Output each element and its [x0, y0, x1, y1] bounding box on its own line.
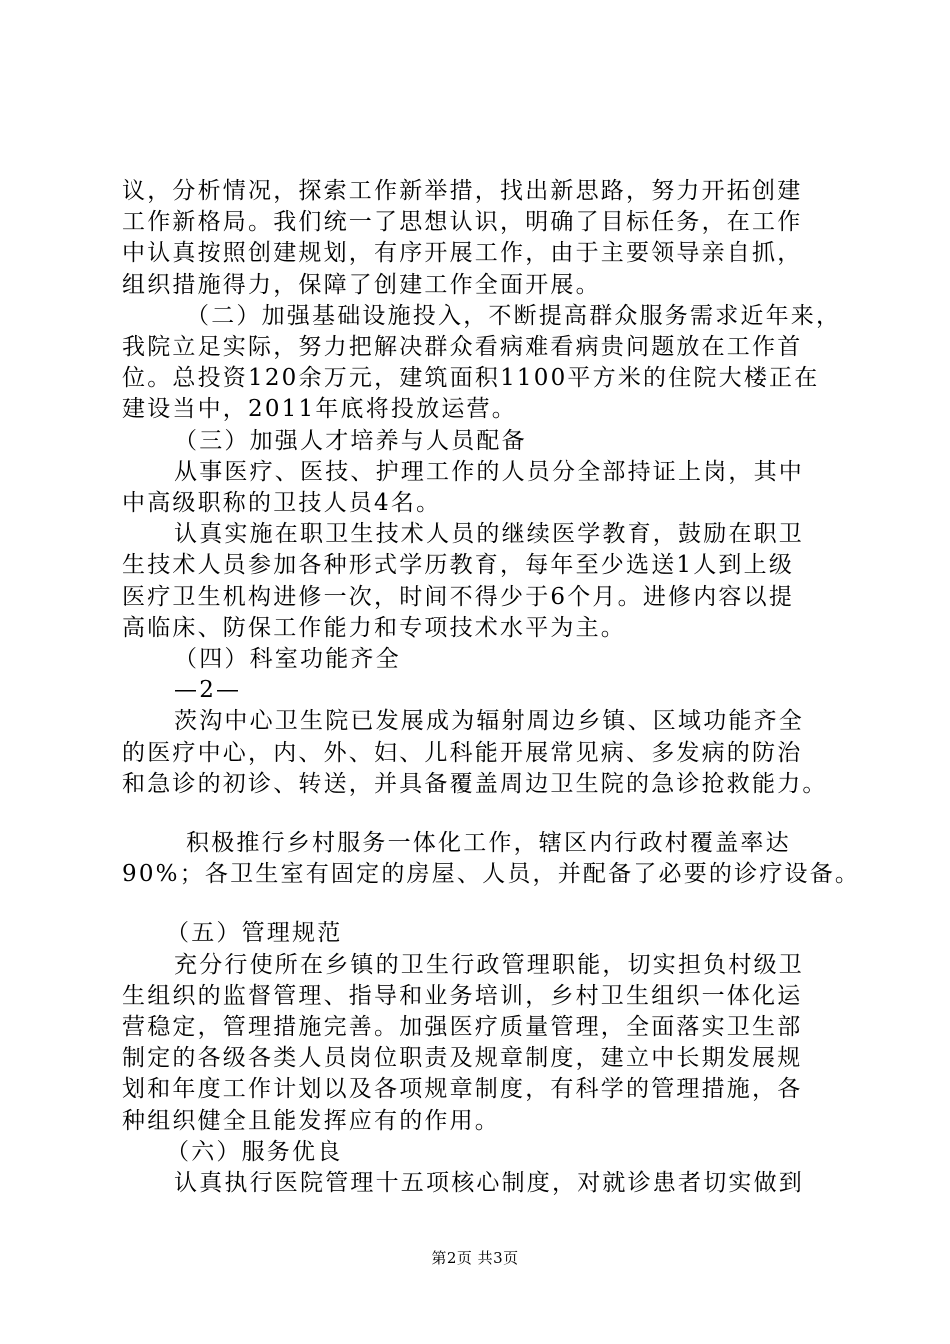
section-heading-6: （六）服务优良: [166, 1138, 343, 1165]
page-footer: 第2页 共3页: [431, 1249, 519, 1267]
text-line: 建设当中，2011年底将投放运营。: [122, 396, 517, 423]
section-heading-5: （五）管理规范: [166, 920, 343, 947]
text-line: 认真实施在职卫生技术人员的继续医学教育，鼓励在职卫: [174, 521, 804, 548]
text-line: 生组织的监督管理、指导和业务培训，乡村卫生组织一体化运: [122, 982, 803, 1009]
text-line: 中高级职称的卫技人员4名。: [122, 490, 442, 516]
text-line: 认真执行医院管理十五项核心制度，对就诊患者切实做到: [174, 1170, 804, 1196]
text-line: 组织措施得力，保障了创建工作全面开展。: [122, 271, 601, 298]
section-heading-2: （二）加强基础设施投入，不断提高群众服务需求近年来，: [186, 302, 842, 329]
text-line: 我院立足实际，努力把解决群众看病难看病贵问题放在工作首: [122, 334, 803, 360]
section-heading-3: （三）加强人才培养与人员配备: [174, 427, 527, 454]
text-line: 充分行使所在乡镇的卫生行政管理职能，切实担负村级卫: [174, 951, 804, 978]
text-line: 议，分析情况，探索工作新举措，找出新思路，努力开拓创建: [122, 178, 803, 204]
text-line: 茨沟中心卫生院已发展成为辐射周边乡镇、区域功能齐全: [174, 708, 804, 735]
text-line: 积极推行乡村服务一体化工作，辖区内行政村覆盖率达: [186, 830, 791, 856]
text-line: 种组织健全且能发挥应有的作用。: [122, 1107, 500, 1134]
text-line: 90%；各卫生室有固定的房屋、人员，并配备了必要的诊疗设备。: [122, 861, 861, 888]
text-line: 和急诊的初诊、转送，并具备覆盖周边卫生院的急诊抢救能力。: [122, 770, 828, 797]
text-line: 制定的各级各类人员岗位职责及规章制度，建立中长期发展规: [122, 1045, 803, 1072]
text-line: 营稳定，管理措施完善。加强医疗质量管理，全面落实卫生部: [122, 1014, 803, 1040]
inline-page-marker: —2—: [174, 677, 242, 704]
text-line: 工作新格局。我们统一了思想认识，明确了目标任务，在工作: [122, 209, 803, 236]
text-line: 划和年度工作计划以及各项规章制度，有科学的管理措施，各: [122, 1076, 803, 1103]
text-line: 生技术人员参加各种形式学历教育，每年至少选送1人到上级: [122, 552, 795, 579]
text-line: 从事医疗、医技、护理工作的人员分全部持证上岗，其中: [174, 458, 804, 485]
text-line: 位。总投资120余万元，建筑面积1100平方米的住院大楼正在: [122, 365, 820, 392]
text-line: 中认真按照创建规划，有序开展工作，由于主要领导亲自抓，: [122, 240, 803, 267]
text-line: 医疗卫生机构进修一次，时间不得少于6个月。进修内容以提: [122, 583, 795, 610]
text-line: 高临床、防保工作能力和专项技术水平为主。: [122, 614, 626, 641]
section-heading-4: （四）科室功能齐全: [174, 646, 401, 672]
text-line: 的医疗中心，内、外、妇、儿科能开展常见病、多发病的防治: [122, 739, 803, 766]
